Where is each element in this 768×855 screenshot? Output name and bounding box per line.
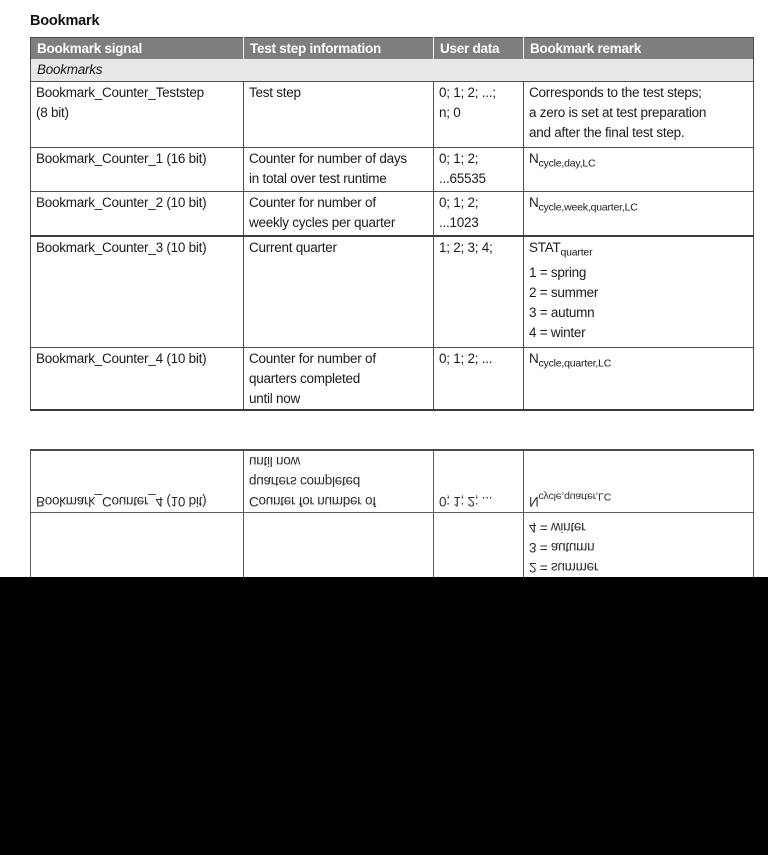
cell-line: until now xyxy=(249,454,301,469)
cell-line: 0; 1; 2; ... xyxy=(439,494,493,509)
cell-signal xyxy=(31,82,244,148)
cell-line xyxy=(529,193,748,218)
cell-user xyxy=(434,82,524,148)
cell-line: Counter for number of xyxy=(249,195,376,210)
cell-line xyxy=(529,349,748,374)
scan-artifact-mirrored-table xyxy=(30,449,753,577)
symbol-base: N xyxy=(529,494,539,509)
cell-line: quarters completed xyxy=(249,474,361,489)
cell-remark xyxy=(524,192,754,237)
cell-line: Bookmark_Counter_2 (10 bit) xyxy=(36,195,207,210)
col-header-bookmark-remark: Bookmark remark xyxy=(524,38,754,60)
cell-line: Test step xyxy=(249,85,301,100)
cell-line: and after the final test step. xyxy=(529,125,685,140)
table-section-row xyxy=(31,59,754,82)
cell-user xyxy=(434,192,524,237)
cell-line: until now xyxy=(249,391,301,406)
cell-line xyxy=(529,149,748,174)
table-row xyxy=(31,450,754,513)
cell-line: ...65535 xyxy=(439,171,486,186)
cell-line: a zero is set at test preparation xyxy=(529,105,707,120)
cell-line: Bookmark_Counter_Teststep xyxy=(36,85,204,100)
cell-signal xyxy=(31,236,244,348)
cell-line: in total over test runtime xyxy=(249,171,387,186)
cell-user xyxy=(434,450,524,513)
symbol-subscript: cycle,quarter,LC xyxy=(538,357,612,370)
cell-info xyxy=(244,450,434,513)
cell-user xyxy=(434,236,524,348)
cell-signal xyxy=(31,148,244,192)
table-row xyxy=(31,236,754,348)
cell-line: 0; 1; 2; ... xyxy=(439,351,493,366)
cell-info xyxy=(244,348,434,411)
cell-remark xyxy=(524,236,754,348)
cell-line: 0; 1; 2; xyxy=(439,151,479,166)
cell-line: 0; 1; 2; xyxy=(439,195,479,210)
cell-line: 2 = summer xyxy=(529,284,599,300)
cell-line: Counter for number of xyxy=(249,494,376,509)
col-header-user-data: User data xyxy=(434,38,524,60)
symbol-subscript: cycle,day,LC xyxy=(538,157,596,170)
cell-line: Bookmark_Counter_3 (10 bit) xyxy=(36,240,207,255)
table-header-row xyxy=(31,38,754,60)
cell-info xyxy=(244,192,434,237)
cell-remark xyxy=(524,348,754,411)
cell-info xyxy=(244,148,434,192)
symbol-base: N xyxy=(529,195,539,210)
cell-signal xyxy=(31,348,244,411)
col-header-test-step-information: Test step information xyxy=(244,38,434,60)
bookmark-table xyxy=(30,37,754,411)
cell-line: quarters completed xyxy=(249,371,361,386)
symbol-base: N xyxy=(529,151,539,166)
cell-line: 1; 2; 3; 4; xyxy=(439,240,493,255)
cell-remark xyxy=(524,82,754,148)
cell-line: 4 = winter xyxy=(529,324,586,340)
cell-line: weekly cycles per quarter xyxy=(249,215,396,230)
symbol-subscript: cycle,quarter,LC xyxy=(538,490,612,503)
cell-line: 0; 1; 2; ...; xyxy=(439,85,496,100)
symbol-base: STAT xyxy=(529,240,561,255)
cell-line: Bookmark_Counter_1 (16 bit) xyxy=(36,151,207,166)
scan-black-band xyxy=(0,577,768,855)
table-row xyxy=(31,192,754,237)
table-row xyxy=(31,148,754,192)
cell-line: n; 0 xyxy=(439,105,461,120)
cell-line: 4 = winter xyxy=(529,520,586,536)
page-title: Bookmark xyxy=(30,13,100,29)
cell-remark xyxy=(524,148,754,192)
cell-line xyxy=(529,238,748,263)
symbol-subscript: cycle,week,quarter,LC xyxy=(538,201,638,214)
col-header-bookmark-signal: Bookmark signal xyxy=(31,38,244,60)
cell-line: Corresponds to the test steps; xyxy=(529,85,702,100)
cell-user xyxy=(434,148,524,192)
cell-signal xyxy=(31,450,244,513)
cell-line: ...1023 xyxy=(439,215,479,230)
table-row xyxy=(31,82,754,148)
table-section-label: Bookmarks xyxy=(31,59,754,82)
cell-line xyxy=(529,486,748,511)
cell-line: Bookmark_Counter_4 (10 bit) xyxy=(36,494,207,509)
cell-line: 3 = autumn xyxy=(529,304,595,320)
cell-line: 1 = spring xyxy=(529,264,587,280)
cell-line: 3 = autumn xyxy=(529,540,595,556)
cell-line: Counter for number of days xyxy=(249,151,407,166)
symbol-base: N xyxy=(529,351,539,366)
cell-line: Bookmark_Counter_4 (10 bit) xyxy=(36,351,207,366)
cell-line: Current quarter xyxy=(249,240,337,255)
cell-info xyxy=(244,236,434,348)
bookmark-table-region xyxy=(30,37,753,411)
cell-info xyxy=(244,82,434,148)
table-row xyxy=(31,348,754,411)
cell-remark xyxy=(524,450,754,513)
cell-line: Counter for number of xyxy=(249,351,376,366)
symbol-subscript: quarter xyxy=(560,246,593,259)
cell-line: (8 bit) xyxy=(36,105,69,120)
cell-line: 2 = summer xyxy=(529,560,599,576)
cell-user xyxy=(434,348,524,411)
cell-signal xyxy=(31,192,244,237)
